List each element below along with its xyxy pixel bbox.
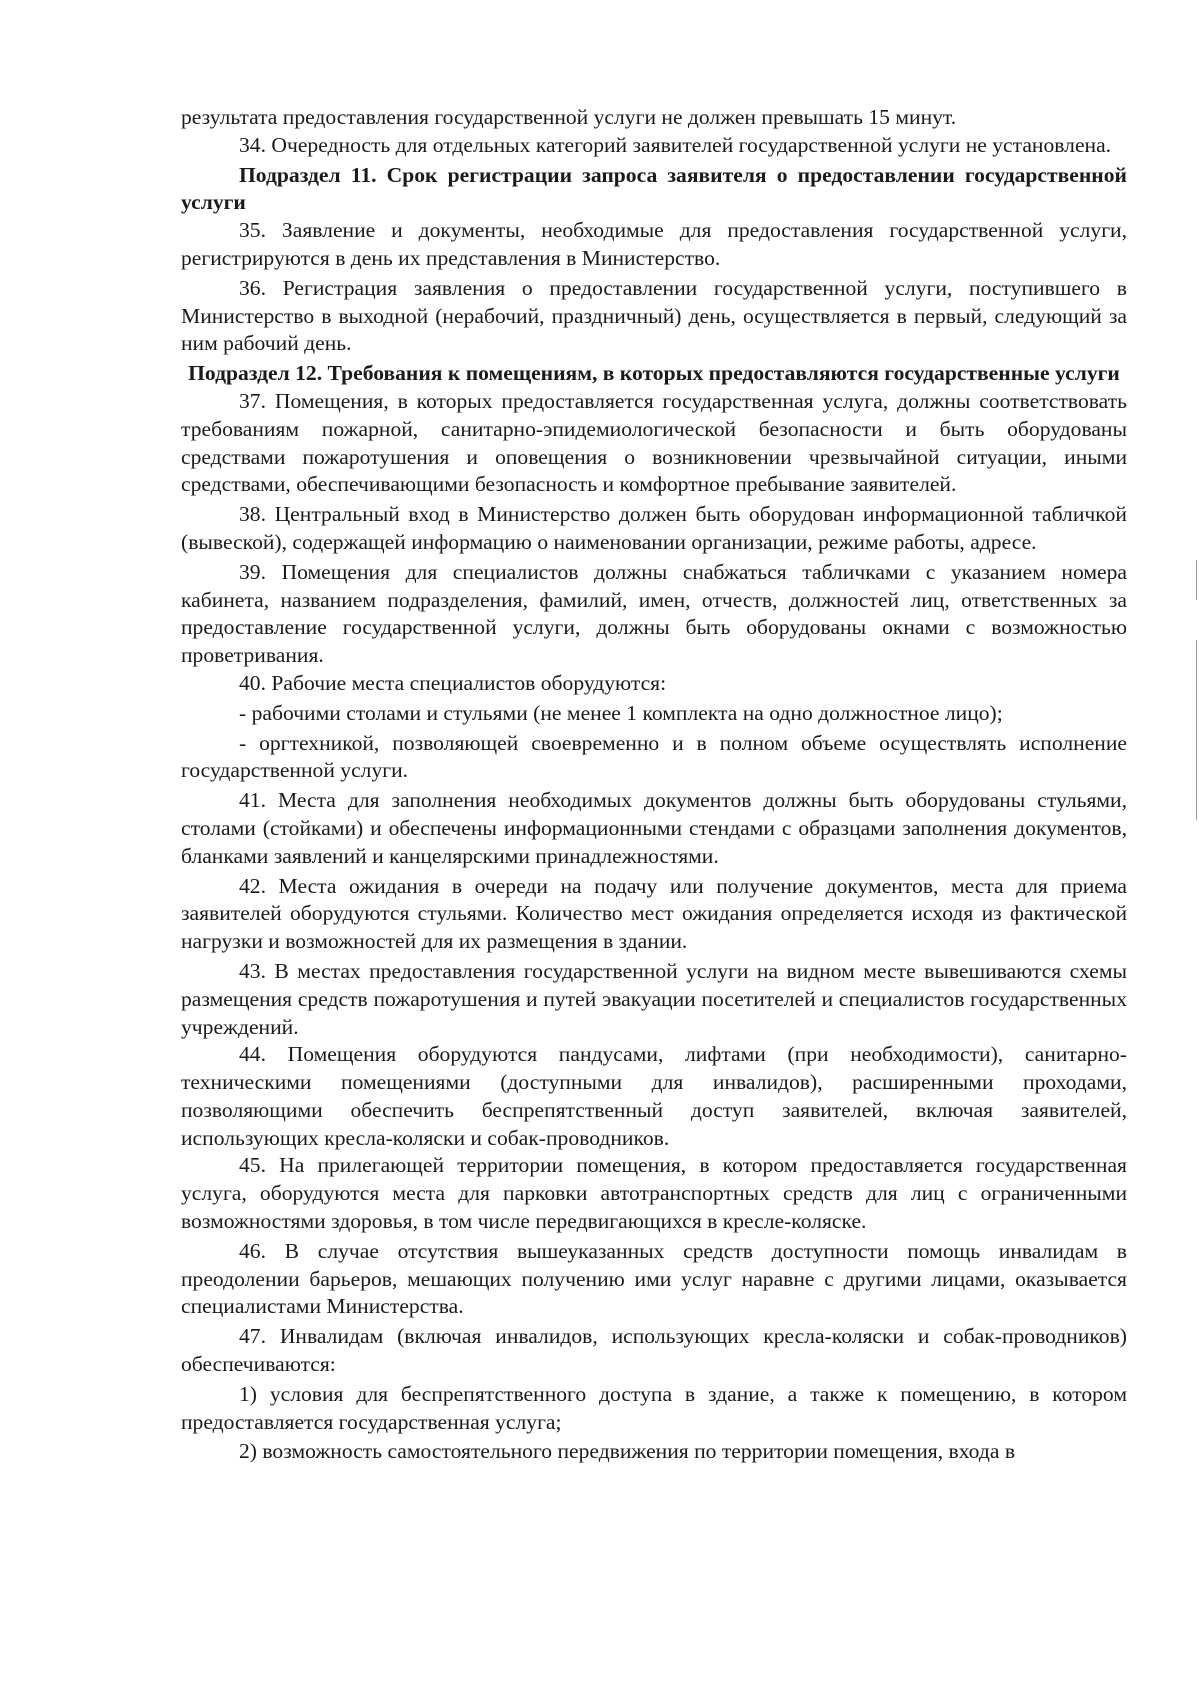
scan-edge-mark — [1196, 560, 1197, 600]
paragraph-44: 44. Помещения оборудуются пандусами, лифтами (при необходимости), санитарно-техническими помещениями (доступными для инвалидов), расширенными проходами, позволяющими обеспечить беспрепятственный доступ заявителей, включая заявителей, использующих кресла-коляски и собак-проводников. — [181, 1042, 1127, 1150]
paragraph-39: 39. Помещения для специалистов должны снабжаться табличками с указанием номера кабинета, названием подразделения, фамилий, имен, отчеств, должностей лиц, ответственных за предоставление государственной услуги, должны быть оборудованы окнами с возможностью проветривания. — [181, 559, 1127, 668]
subsection-11-heading: Подраздел 11. Срок регистрации запроса заявителя о предоставлении государственной услуги — [181, 162, 1127, 215]
paragraph-36: 36. Регистрация заявления о предоставлении государственной услуги, поступившего в Министерство в выходной (нерабочий, праздничный) день, осуществляется в первый, следующий за ним рабочий день. — [181, 275, 1127, 356]
paragraph-47: 47. Инвалидам (включая инвалидов, использующих кресла-коляски и собак-проводников) обеспечиваются: — [181, 1324, 1127, 1377]
paragraph-43: 43. В местах предоставления государственной услуги на видном месте вывешиваются схемы размещения средств пожаротушения и путей эвакуации посетителей и специалистов государственных учреждений. — [181, 958, 1127, 1039]
list-item-2: 2) возможность самостоятельного передвижения по территории помещения, входа в — [239, 1439, 1016, 1464]
scan-edge-mark — [1196, 640, 1197, 820]
paragraph-35: 35. Заявление и документы, необходимые для предоставления государственной услуги, регистрируются в день их представления в Министерство. — [181, 218, 1127, 270]
paragraph-42: 42. Места ожидания в очереди на подачу или получение документов, места для приема заявителей оборудуются стульями. Количество мест ожидания определяется исходя из фактической нагрузки и возможностей для их размещения в здании. — [181, 873, 1127, 954]
paragraph-37: 37. Помещения, в которых предоставляется государственная услуга, должны соответствовать требованиям пожарной, санитарно-эпидемиологической безопасности и быть оборудованы средствами пожаротушения и оповещения о возникновении чрезвычайной ситуации, иными средствами, обеспечивающими безопасность и комфортное пребывание заявителей. — [181, 388, 1127, 497]
subsection-12-heading: Подраздел 12. Требования к помещениям, в которых предоставляются государственные услуги — [188, 361, 1120, 386]
paragraph-40: 40. Рабочие места специалистов оборудуются: — [239, 670, 667, 695]
list-item-desks: - рабочими столами и стульями (не менее 1 комплекта на одно должностное лицо); — [239, 700, 1003, 725]
paragraph-41: 41. Места для заполнения необходимых документов должны быть оборудованы стульями, столами (стойками) и обеспечены информационными стендами с образцами заполнения документов, бланками заявлений и канцелярскими принадлежностями. — [181, 788, 1127, 868]
paragraph-continuation: результата предоставления государственной услуги не должен превышать 15 минут. — [181, 105, 957, 129]
list-item-office-equipment: - оргтехникой, позволяющей своевременно и в полном объеме осуществлять исполнение государственной услуги. — [181, 730, 1127, 783]
paragraph-34: 34. Очередность для отдельных категорий заявителей государственной услуги не установлена. — [239, 132, 1112, 157]
list-item-1: 1) условия для беспрепятственного доступа в здание, а также к помещению, в котором предоставляется государственная услуга; — [181, 1381, 1127, 1434]
paragraph-45: 45. На прилегающей территории помещения, в котором предоставляется государственная услуга, оборудуются места для парковки автотранспортных средств для лиц с ограниченными возможностями здоровья, в том числе передвигающихся в кресле-коляске. — [181, 1153, 1127, 1234]
document-page — [181, 104, 1127, 1466]
paragraph-38: 38. Центральный вход в Министерство должен быть оборудован информационной табличкой (вывеской), содержащей информацию о наименовании организации, режиме работы, адресе. — [181, 502, 1127, 554]
paragraph-46: 46. В случае отсутствия вышеуказанных средств доступности помощь инвалидам в преодолении барьеров, мешающих получению ими услуг наравне с другими лицами, оказывается специалистами Министерства. — [181, 1238, 1127, 1319]
